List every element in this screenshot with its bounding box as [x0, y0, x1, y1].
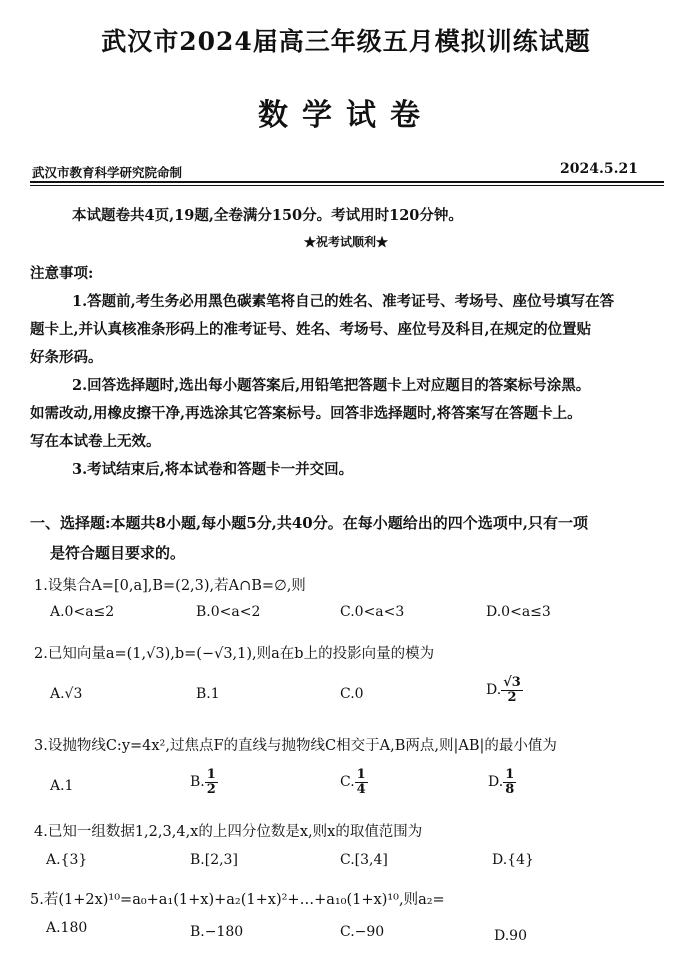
note-2-line-1: 2.回答选择题时,选出每小题答案后,用铅笔把答题卡上对应题目的答案标号涂黑。 [72, 377, 591, 394]
q3-option-d-fraction [503, 768, 516, 796]
q3-option-d [488, 768, 516, 796]
q1-option-a: A.0<a≤2 [50, 604, 115, 620]
q4-option-a: A.{3} [46, 852, 88, 868]
note-1-line-3: 好条形码。 [30, 349, 103, 366]
notes-heading: 注意事项: [30, 265, 94, 282]
q2-stem: 2.已知向量a=(1,√3),b=(−√3,1),则a在b上的投影向量的模为 [34, 646, 435, 662]
q2-option-b: B.1 [196, 686, 220, 702]
q3-option-c-prefix: C. [340, 774, 355, 791]
q2-option-d-numerator: √3 [503, 675, 521, 690]
q5-option-a: A.180 [46, 920, 88, 936]
q3-option-d-prefix: D. [488, 774, 504, 791]
section-heading: 一、选择题:本题共8小题,每小题5分,共40分。在每小题给出的四个选项中,只有一项 [30, 514, 588, 532]
good-luck: ★祝考试顺利★ [303, 235, 388, 249]
exam-date: 2024.5.21 [560, 161, 638, 177]
q2-option-d-fraction [501, 676, 523, 704]
q5-option-d: D.90 [494, 928, 527, 944]
q5-option-b: B.−180 [190, 924, 244, 940]
q3-option-b-prefix: B. [190, 774, 205, 791]
header-rule-thin [30, 185, 664, 186]
q3-option-b-numerator: 1 [206, 767, 216, 782]
exam-summary: 本试题卷共4页,19题,全卷满分150分。考试用时120分钟。 [72, 207, 463, 224]
q4-option-d: D.{4} [492, 852, 534, 868]
note-1-line-1: 1.答题前,考生务必用黑色碳素笔将自己的姓名、准考证号、考场号、座位号填写在答 [72, 293, 615, 310]
subject-title: 数学试卷 [258, 98, 434, 133]
note-1-line-2: 题卡上,并认真核准条形码上的准考证号、姓名、考场号、座位号及科目,在规定的位置贴 [30, 321, 592, 338]
q4-stem: 4.已知一组数据1,2,3,4,x的上四分位数是x,则x的取值范围为 [34, 824, 423, 840]
q3-option-c-denominator: 4 [356, 781, 366, 797]
q3-option-d-numerator: 1 [505, 767, 515, 782]
q1-option-c: C.0<a<3 [340, 604, 405, 620]
q4-option-b: B.[2,3] [190, 852, 238, 868]
q1-option-b: B.0<a<2 [196, 604, 261, 620]
q2-option-d-denominator: 2 [507, 689, 517, 705]
q3-option-b [190, 768, 218, 796]
q5-option-c: C.−90 [340, 924, 385, 940]
q3-option-c [340, 768, 368, 796]
q5-stem: 5.若(1+2x)¹⁰=a₀+a₁(1+x)+a₂(1+x)²+…+a₁₀(1+x)¹⁰,则a₂= [30, 892, 445, 908]
q3-option-d-denominator: 8 [505, 781, 515, 797]
note-2-line-3: 写在本试卷上无效。 [30, 433, 161, 450]
issuer: 武汉市教育科学研究院命制 [32, 165, 183, 180]
q2-option-d [486, 676, 523, 704]
q3-option-a: A.1 [50, 778, 74, 794]
q1-stem: 1.设集合A=[0,a],B=(2,3),若A∩B=∅,则 [34, 578, 306, 594]
section-heading-cont: 是符合题目要求的。 [50, 544, 186, 562]
header-rule [30, 181, 664, 183]
exam-title: 武汉市2024届高三年级五月模拟训练试题 [101, 27, 591, 56]
note-3: 3.考试结束后,将本试卷和答题卡一并交回。 [72, 461, 354, 478]
q3-stem: 3.设抛物线C:y=4x²,过焦点F的直线与抛物线C相交于A,B两点,则|AB|的最小值为 [34, 738, 557, 754]
q2-option-c: C.0 [340, 686, 364, 702]
note-2-line-2: 如需改动,用橡皮擦干净,再选涂其它答案标号。回答非选择题时,将答案写在答题卡上。 [30, 405, 582, 422]
q4-option-c: C.[3,4] [340, 852, 388, 868]
q2-option-a: A.√3 [50, 686, 83, 702]
q3-option-b-denominator: 2 [206, 781, 216, 797]
q3-option-c-fraction [355, 768, 368, 796]
q2-option-d-prefix: D. [486, 682, 502, 699]
q3-option-c-numerator: 1 [356, 767, 366, 782]
q1-option-d: D.0<a≤3 [486, 604, 551, 620]
q3-option-b-fraction [205, 768, 218, 796]
